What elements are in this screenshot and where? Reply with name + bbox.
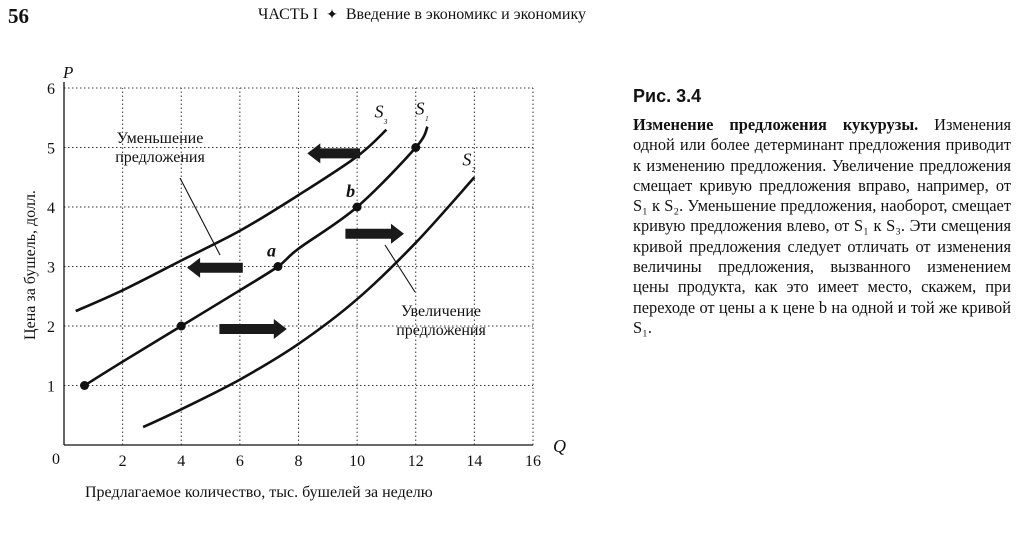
caption-title: Изменение предложения кукурузы. xyxy=(633,115,919,134)
axes xyxy=(62,63,566,456)
curve-point xyxy=(177,322,186,331)
y-axis-symbol: P xyxy=(63,63,74,82)
page-number: 56 xyxy=(8,4,29,28)
annotation-leader xyxy=(180,178,220,255)
caption-body xyxy=(633,115,1011,338)
shift-arrow-right xyxy=(345,224,404,244)
curve-label: $S_{_3}$ xyxy=(374,101,388,125)
figure-label: Рис. 3.4 xyxy=(633,86,702,106)
point-label-a: a xyxy=(266,240,276,261)
curve-point xyxy=(80,381,89,390)
curve-label: $S_{_1}$ xyxy=(415,98,429,122)
x-axis-label: Предлагаемое количество, тыс. бушелей за неделю xyxy=(85,484,433,501)
caption-text: Изменения одной или более детерминант предложения приводит к изменению предложения. Увеличение предложения смещает кривую предложения вправо, например, от S₁ к S₂. Уменьшение предложения, наоборот, смещает кривую предложения влево, от S₁ к S₃. Эти смещения кривой предложения следует отличать от изменения величины предложения, вызванного изменением цены продукта, как это имеет место, скажем, при переходе от цены a к цене b на одной и той же кривой S₁. xyxy=(633,115,1011,337)
y-tick-label: 1 xyxy=(47,378,55,396)
x-tick-label: 6 xyxy=(235,453,244,470)
y-tick-label: 3 xyxy=(47,259,55,277)
x-tick-label: 10 xyxy=(349,453,366,470)
annotation-line: Уменьшение xyxy=(116,130,204,147)
part-label: ЧАСТЬ I xyxy=(258,6,319,23)
x-tick-label: 14 xyxy=(466,453,483,470)
x-tick-label: 2 xyxy=(118,453,127,470)
annotation-line: предложения xyxy=(396,322,486,339)
x-axis-symbol: Q xyxy=(553,436,566,456)
point-label-b: b xyxy=(346,181,356,201)
curve-point xyxy=(411,143,420,152)
y-tick-label: 2 xyxy=(47,319,55,336)
x-tick-label: 4 xyxy=(177,453,186,470)
shift-arrow-left xyxy=(187,258,243,278)
curve-point xyxy=(273,262,282,271)
diamond-icon: ✦ xyxy=(326,8,338,23)
curve-label: $S_{_2}$ xyxy=(462,149,476,173)
y-tick-label: 6 xyxy=(47,81,55,98)
book-title: Введение в экономикс и экономику xyxy=(345,6,587,23)
y-tick-label: 5 xyxy=(47,140,55,158)
x-tick-label: 16 xyxy=(525,453,541,470)
y-axis-label: Цена за бушель, долл. xyxy=(22,190,39,340)
figure-caption xyxy=(633,86,1011,338)
shift-arrow-right xyxy=(219,319,286,339)
origin-label: 0 xyxy=(52,451,60,468)
annotations xyxy=(115,130,486,339)
curve-label-subscript: ₁ xyxy=(424,107,429,122)
y-tick-label: 4 xyxy=(47,200,55,217)
curve-label-subscript: ₃ xyxy=(383,110,388,125)
annotation-line: предложения xyxy=(115,149,205,166)
curve-point xyxy=(353,203,362,212)
x-tick-label: 12 xyxy=(407,453,424,470)
x-tick-label: 8 xyxy=(294,453,303,470)
annotation-line: Увеличение xyxy=(400,303,482,320)
curve-label-subscript: ₂ xyxy=(471,158,476,173)
